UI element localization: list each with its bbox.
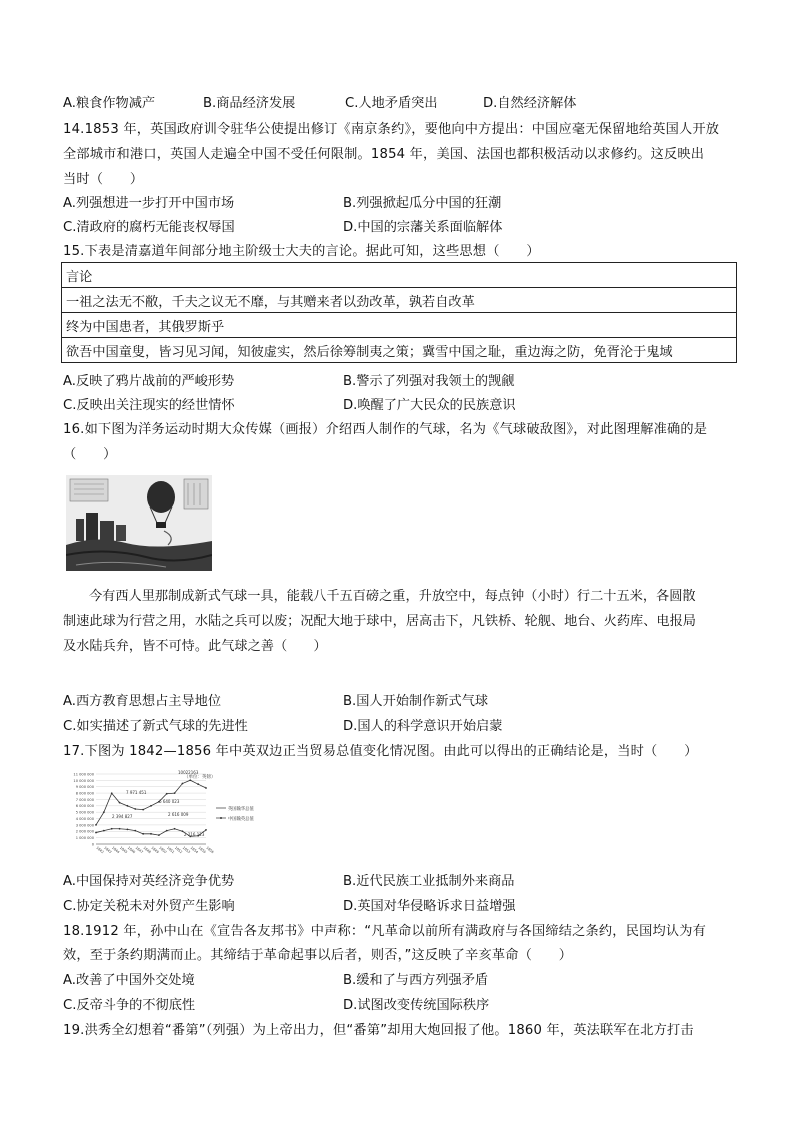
series-point <box>174 828 176 830</box>
q17-option-b[interactable]: B.近代民族工业抵制外来商品 <box>343 874 515 889</box>
series-point <box>158 834 160 836</box>
x-tick-label: 1855 <box>197 845 207 855</box>
q19-stem-line-1: 19.洪秀全幻想着“番第”（列强）为上帝出力，但“番第”却用大炮回报了他。1860 年，英法联军在北方打击 <box>63 1023 694 1038</box>
q17-stem: 17.下图为 1842—1856 年中英双边正当贸易总值变化情况图。由此可以得出的正确结论是，当时（ ） <box>63 744 698 759</box>
series-point <box>174 792 176 794</box>
q18-stem-line-1: 18.1912 年，孙中山在《宣告各友邦书》中声称：“凡革命以前所有满政府与各国缔结之条约，民国均认为有 <box>63 924 707 939</box>
q16-passage <box>63 584 739 659</box>
series-point <box>182 783 184 785</box>
q16-options-row-1 <box>63 690 743 710</box>
q16-stem-line-1: 16.如下图为洋务运动时期大众传媒（画报）介绍西人制作的气球，名为《气球破敌图》，对此图理解准确的是 <box>63 422 708 437</box>
series-point <box>119 802 121 804</box>
y-tick-label: 8 000 000 <box>75 791 94 796</box>
q18-option-d[interactable]: D.试图改变传统国际秩序 <box>343 998 490 1013</box>
y-tick-label: 3 000 000 <box>75 823 94 828</box>
q18-stem-line-2: 效，至于条约期满而止。其缔结于革命起事以后者，则否，”这反映了辛亥革命（ ） <box>63 948 573 963</box>
series-point <box>119 828 121 830</box>
q18-options-row-2 <box>63 994 743 1014</box>
q13-options <box>63 92 743 112</box>
q15-option-d[interactable]: D.唤醒了广大民众的民族意识 <box>343 398 516 413</box>
y-tick-label: 7 000 000 <box>75 797 94 802</box>
series-point <box>142 809 144 811</box>
q17-option-d[interactable]: D.英国对华侵略诉求日益增强 <box>343 899 516 914</box>
q16-passage-line-3: 及水陆兵弁，皆不可恃。此气球之善（ ） <box>63 639 327 654</box>
legend-marker-2 <box>220 817 222 819</box>
q17-option-a[interactable]: A.中国保持对英经济竞争优势 <box>63 874 235 889</box>
x-tick-label: 1854 <box>189 845 199 855</box>
q16-passage-line-1: 今有西人里那制成新式气球一具，能载八千五百磅之重，升放空中，每点钟（小时）行二十五米，各圆散 <box>89 589 696 604</box>
q15-option-b[interactable]: B.警示了列强对我领土的觊觎 <box>343 374 515 389</box>
data-label: 2 216 123 <box>184 832 205 837</box>
y-tick-label: 10 000 000 <box>73 778 94 783</box>
chart-lines <box>95 779 207 837</box>
y-tick-label: 0 <box>91 842 94 847</box>
x-tick-label: 1849 <box>150 845 160 855</box>
y-tick-label: 4 000 000 <box>75 816 94 821</box>
q16-passage-line-2: 制速此球为行营之用，水陆之兵可以废；况配大地于球中，居高击下，凡铁桥、轮舰、地台、火药库、电报局 <box>63 614 696 629</box>
q15-table-row: 终为中国患者，其俄罗斯乎 <box>62 313 737 338</box>
legend-item-1: 英国输华总值 <box>228 807 254 812</box>
q15-table-header: 言论 <box>62 263 737 288</box>
series-point <box>103 811 105 813</box>
q14-stem-line-1: 14.1853 年，英国政府训令驻华公使提出修订《南京条约》，要他向中方提出：中国应毫无保留地给英国人开放 <box>63 122 720 137</box>
chart-xticks <box>95 846 214 855</box>
y-tick-label: 6 000 000 <box>75 804 94 809</box>
x-tick-label: 1845 <box>118 845 129 855</box>
q14-stem-line-3: 当时（ ） <box>63 172 144 187</box>
q16-option-b[interactable]: B.国人开始制作新式气球 <box>343 694 489 709</box>
series-point <box>150 833 152 835</box>
q14-options-row-1 <box>63 192 743 212</box>
y-tick-label: 1 000 000 <box>75 836 94 841</box>
series-point <box>166 793 168 795</box>
x-tick-label: 1844 <box>111 845 121 855</box>
x-tick-label: 1850 <box>158 845 168 855</box>
x-tick-label: 1842 <box>95 845 105 855</box>
q14-option-a[interactable]: A.列强想进一步打开中国市场 <box>63 196 235 211</box>
x-tick-label: 1852 <box>173 845 184 855</box>
q16-options-row-2 <box>63 715 743 735</box>
q15-option-c[interactable]: C.反映出关注现实的经世情怀 <box>63 398 235 413</box>
trade-chart <box>66 768 278 860</box>
q14-option-d[interactable]: D.中国的宗藩关系面临解体 <box>343 220 503 235</box>
q15-table-row: 欲吾中国童叟，皆习见习闻，知彼虚实，然后徐筹制夷之策；冀雪中国之耻，重边海之防，免胥沦于鬼域 <box>62 338 737 363</box>
q16-option-a[interactable]: A.西方教育思想占主导地位 <box>63 694 222 709</box>
q18-option-a[interactable]: A.改善了中国外交处境 <box>63 973 195 988</box>
series-point <box>142 833 144 835</box>
q18-option-c[interactable]: C.反帝斗争的不彻底性 <box>63 998 196 1013</box>
q18-option-b[interactable]: B.缓和了与西方列强矛盾 <box>343 973 489 988</box>
q17-option-c[interactable]: C.协定关税未对外贸产生影响 <box>63 899 235 914</box>
data-label: 7 971 451 <box>126 790 147 795</box>
series-point <box>134 830 136 832</box>
x-tick-label: 1853 <box>181 845 191 855</box>
series-point <box>134 808 136 810</box>
q13-option-a[interactable]: A.粮食作物减产 <box>63 96 156 111</box>
series-point <box>95 832 97 834</box>
q13-option-d[interactable]: D.自然经济解体 <box>483 96 577 111</box>
series-point <box>111 792 113 794</box>
q15-quote-table <box>61 262 737 363</box>
y-tick-label: 5 000 000 <box>75 810 94 815</box>
q14-option-b[interactable]: B.列强掀起瓜分中国的狂潮 <box>343 196 502 211</box>
q15-options-row-2 <box>63 394 743 414</box>
q18-options-row-1 <box>63 969 743 989</box>
y-tick-label: 9 000 000 <box>75 785 94 790</box>
q17-options-row-2 <box>63 895 743 915</box>
series-point <box>166 830 168 832</box>
q16-option-c[interactable]: C.如实描述了新式气球的先进性 <box>63 719 248 734</box>
series-point <box>127 805 129 807</box>
series-point <box>150 805 152 807</box>
balloon-illustration <box>66 475 212 571</box>
series-point <box>95 824 97 826</box>
q14-option-c[interactable]: C.清政府的腐朽无能丧权辱国 <box>63 220 235 235</box>
x-tick-label: 1851 <box>166 845 176 855</box>
q15-options-row-1 <box>63 370 743 390</box>
series-point <box>205 787 207 789</box>
series-point <box>205 829 207 831</box>
x-tick-label: 1856 <box>205 845 215 855</box>
q14-options-row-2 <box>63 216 743 236</box>
chart-unit-label: （单位：英镑） <box>184 775 216 780</box>
x-tick-label: 1846 <box>126 845 136 855</box>
y-tick-label: 2 000 000 <box>75 829 94 834</box>
legend-item-2: 中国输英总值 <box>228 817 254 822</box>
q14-stem-line-2: 全部城市和港口，英国人走遍全中国不受任何限制。1854 年，美国、法国也都积极活动以求修约。这反映出 <box>63 147 705 162</box>
data-label: 6 640 023 <box>159 799 180 804</box>
x-tick-label: 1847 <box>134 845 144 855</box>
q13-option-b[interactable]: B.商品经济发展 <box>203 96 296 111</box>
q16-stem-line-2: （ ） <box>63 447 117 462</box>
q15-stem: 15.下表是清嘉道年间部分地主阶级士大夫的言论。据此可知，这些思想（ ） <box>63 244 540 259</box>
data-label: 2 616 009 <box>168 812 189 817</box>
series-point <box>197 783 199 785</box>
x-tick-label: 1843 <box>103 845 113 855</box>
y-tick-label: 11 000 000 <box>73 772 94 777</box>
q15-option-a[interactable]: A.反映了鸦片战前的严峻形势 <box>63 374 235 389</box>
x-tick-label: 1848 <box>142 845 152 855</box>
q16-option-d[interactable]: D.国人的科学意识开始启蒙 <box>343 719 503 734</box>
series-point <box>103 830 105 832</box>
data-label: 2 394 827 <box>112 814 133 819</box>
series-point <box>127 828 129 830</box>
q13-option-c[interactable]: C.人地矛盾突出 <box>345 96 438 111</box>
series-point <box>111 828 113 830</box>
q17-options-row-1 <box>63 870 743 890</box>
q15-table-row: 一祖之法无不敝，千夫之议无不靡，与其赠来者以劲改革，孰若自改革 <box>62 288 737 313</box>
data-label: 10022163 <box>178 770 199 775</box>
